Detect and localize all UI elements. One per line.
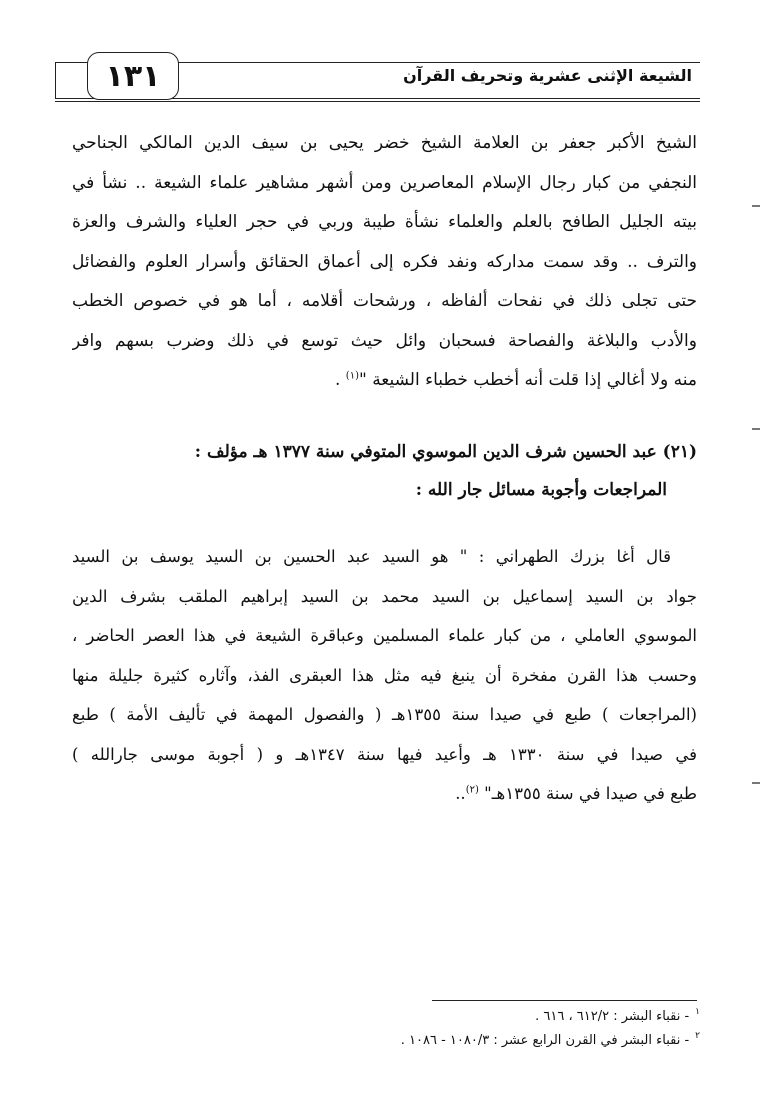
footnote-text: - نقباء البشر في القرن الرابع عشر : ١٠٨٠/٣ - ١٠٨٦ . — [400, 1033, 690, 1048]
text-line: جواد بن السيد إسماعيل بن السيد محمد بن السيد إبراهيم الملقب بشرف الدين — [72, 586, 697, 606]
footnote-ref-2: (٢) — [465, 784, 479, 796]
header-left-cap — [55, 62, 56, 99]
footnote-2 — [240, 1029, 700, 1053]
text-line-end: . — [334, 370, 346, 390]
running-title: الشيعة الإثنى عشرية وتحريف القرآن — [403, 66, 692, 85]
text-line: في صيدا في سنة ١٣٣٠ هـ وأعيد فيها سنة ١٣٤٧هـ و ( أجوبة موسى جارالله ) — [72, 744, 697, 764]
text-line: بيته الجليل الطافح بالعلم والعلماء نشأة طيبة وربي في حجر العلياء والشرف والعزة — [72, 212, 697, 232]
footnotes — [240, 1005, 700, 1053]
text-line: قال أغا بزرك الطهراني : " هو السيد عبد الحسين بن السيد يوسف بن السيد — [72, 547, 671, 566]
text-line: حتى تجلى ذلك في نفحات ألفاظه ، ورشحات أقلامه ، أما هو في خصوص الخطب — [72, 291, 697, 311]
footnote-ref-1: (١) — [345, 370, 359, 382]
text-line-last — [72, 361, 697, 401]
footnote-number: ١ — [695, 1007, 700, 1017]
scan-mark — [752, 782, 760, 784]
text-line: الشيخ الأكبر جعفر بن العلامة الشيخ خضر يحيى بن سيف الدين المالكي الجناحي — [72, 133, 697, 153]
text-line: والأدب والبلاغة والفصاحة فسحبان وائل حيث توسع في ذلك وضرب بسهم وافر — [72, 330, 697, 351]
text-line: النجفي من كبار رجال الإسلام المعاصرين ومن أشهر مشاهير علماء الشيعة .. نشأ في — [72, 172, 697, 193]
entry-line-1: (٢١) عبد الحسين شرف الدين الموسوي المتوفي سنة ١٣٧٧ هـ مؤلف : — [194, 442, 697, 462]
entry-heading — [130, 433, 697, 509]
entry-line-2: المراجعات وأجوبة مسائل جار الله : — [415, 480, 667, 500]
text-line: (المراجعات ) طبع في صيدا سنة ١٣٥٥هـ ( والفصول المهمة في تأليف الأمة ) طبع — [72, 705, 697, 724]
page-number-box — [87, 52, 179, 100]
text-line: الموسوي العاملي ، من كبار علماء المسلمين وعباقرة الشيعة في هذا العصر الحاضر ، — [72, 626, 697, 645]
footnote-number: ٢ — [695, 1031, 700, 1041]
paragraph-biography-1 — [72, 124, 697, 401]
text-line-content: منه ولا أغالي إذا قلت أنه أخطب خطباء الشيعة " — [358, 370, 697, 390]
text-line-content: طبع في صيدا في سنة ١٣٥٥هـ" — [478, 784, 697, 803]
page-header — [55, 52, 700, 104]
text-line: وحسب هذا القرن مفخرة أن ينبغ فيه مثل هذا العبقرى الفذ، وآثاره كثيرة جليلة منها — [72, 665, 697, 685]
scan-mark — [752, 205, 760, 207]
text-line-last — [72, 774, 697, 814]
page-number: ١٣١ — [105, 58, 161, 94]
text-line-end: .. — [455, 784, 466, 803]
text-line: والترف .. وقد سمت مداركه ونفد فكره إلى أعماق الحقائق وأسرار العلوم والفضائل — [72, 251, 697, 272]
footnote-text: - نقباء البشر : ٦١٢/٢ ، ٦١٦ . — [535, 1009, 690, 1024]
paragraph-biography-2 — [72, 537, 697, 814]
header-rule-bottom-thin — [55, 101, 700, 102]
scan-mark — [752, 428, 760, 430]
footnote-1 — [240, 1005, 700, 1029]
footnote-separator — [432, 1000, 697, 1001]
